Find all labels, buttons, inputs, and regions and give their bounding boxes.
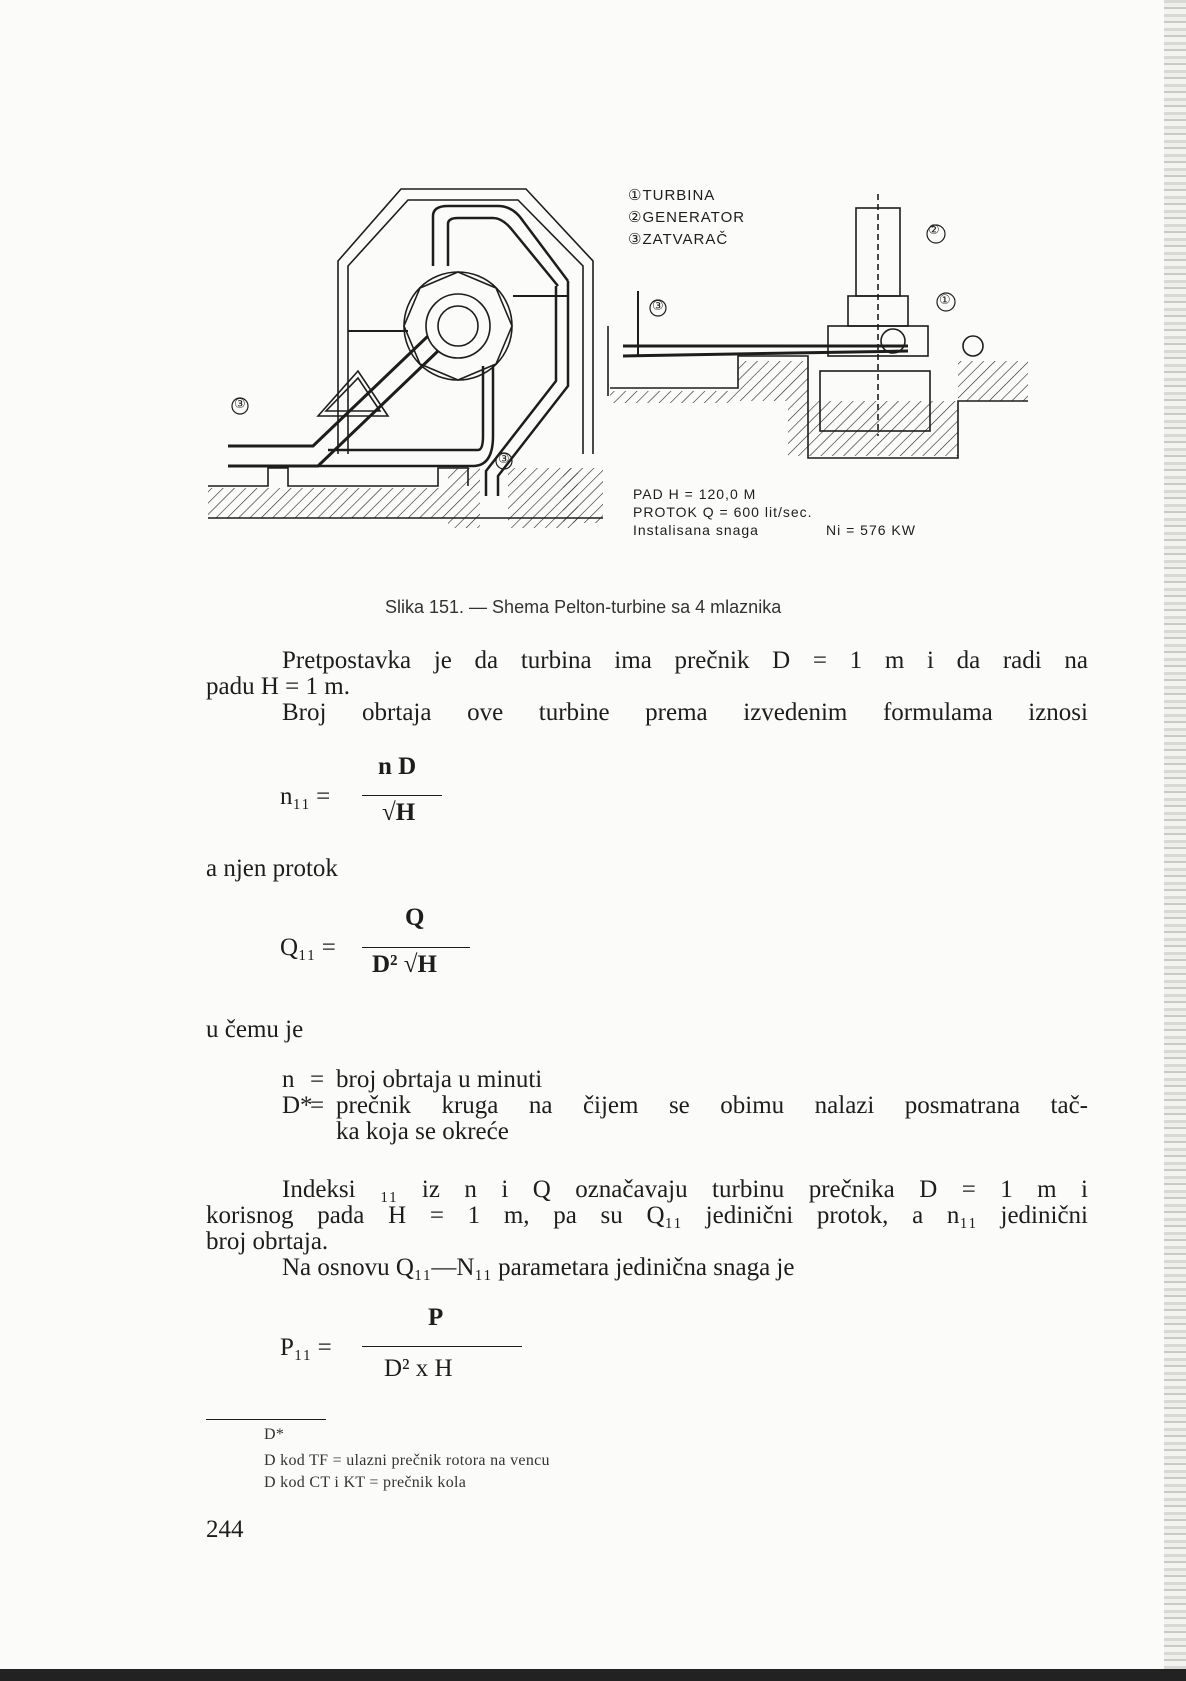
scan-bottom-edge [0,1669,1186,1681]
definition-d-symbol: D* [282,1092,313,1119]
definition-d-text-line-1: prečnik kruga na čijem se obimu nalazi posmatrana tač- [336,1092,1088,1119]
definition-d-text-line-2: ka koja se okreće [336,1118,509,1145]
equation-1-numerator: n D [378,753,417,780]
legend-generator: ②GENERATOR [628,209,746,226]
equation-3-lhs: P₁₁ = [280,1334,332,1361]
figure-caption: Slika 151. — Shema Pelton-turbine sa 4 mlaznika [385,597,782,617]
page-number: 244 [206,1516,244,1543]
paragraph-3: a njen protok [206,855,338,882]
paragraph-1-line-1: Pretpostavka je da turbina ima prečnik D = 1 m i da radi na [282,647,1088,674]
callout-1-section: ① [939,292,952,307]
pelton-turbine-figure [208,186,1038,583]
legend-zatvarac: ③ZATVARAČ [628,231,729,248]
figure-data-protok: PROTOK Q = 600 lit/sec. [633,504,813,520]
paragraph-4: u čemu je [206,1016,304,1043]
definition-d-equals: = [310,1092,325,1119]
paragraph-5-line-3: broj obrtaja. [206,1228,329,1255]
plan-view [208,189,603,528]
equation-3-numerator: P [428,1304,444,1331]
equation-2-fraction-bar [362,947,470,948]
paragraph-5-line-1: Indeksi ₁₁ iz n i Q označavaju turbinu prečnika D = 1 m i [282,1176,1088,1203]
definition-n-text: broj obrtaja u minuti [336,1066,543,1093]
definition-n-equals: = [310,1066,325,1093]
paragraph-6: Na osnovu Q₁₁—N₁₁ parametara jedinična snaga je [282,1254,795,1281]
definition-n-symbol: n [282,1066,295,1093]
footnote-line-2: D kod CT i KT = prečnik kola [264,1474,467,1491]
pelton-turbine-diagram [208,186,1038,578]
figure-data-snaga-label: Instalisana snaga [633,522,759,538]
equation-1-fraction-bar [362,795,442,796]
callout-2-section: ② [928,222,941,237]
callout-3-section: ③ [652,298,665,313]
equation-3-denominator: D² x H [384,1355,453,1382]
footnote-mark: D* [264,1426,285,1443]
paragraph-1-line-2: padu H = 1 m. [206,673,350,700]
figure-data-pad: PAD H = 120,0 M [633,486,757,502]
callout-3-plan-right: ③ [498,451,511,466]
figure-data-snaga-value: Ni = 576 KW [826,522,916,538]
equation-3-fraction-bar [362,1346,522,1347]
footnote-rule [206,1419,326,1420]
legend-turbina: ①TURBINA [628,187,716,204]
callout-3-plan-left: ③ [234,396,247,411]
equation-2-denominator: D² √H [372,951,437,978]
equation-2-numerator: Q [405,904,425,931]
paragraph-2: Broj obrtaja ove turbine prema izvedenim formulama iznosi [282,699,1088,726]
equation-1-denominator: √H [382,799,416,826]
paragraph-5-line-2: korisnog pada H = 1 m, pa su Q₁₁ jedinični protok, a n₁₁ jedinični [206,1202,1088,1229]
scanned-page-edge [1164,0,1186,1681]
footnote-line-1: D kod TF = ulazni prečnik rotora na vencu [264,1452,550,1469]
equation-2-lhs: Q₁₁ = [280,934,336,961]
equation-1-lhs: n₁₁ = [280,783,331,810]
